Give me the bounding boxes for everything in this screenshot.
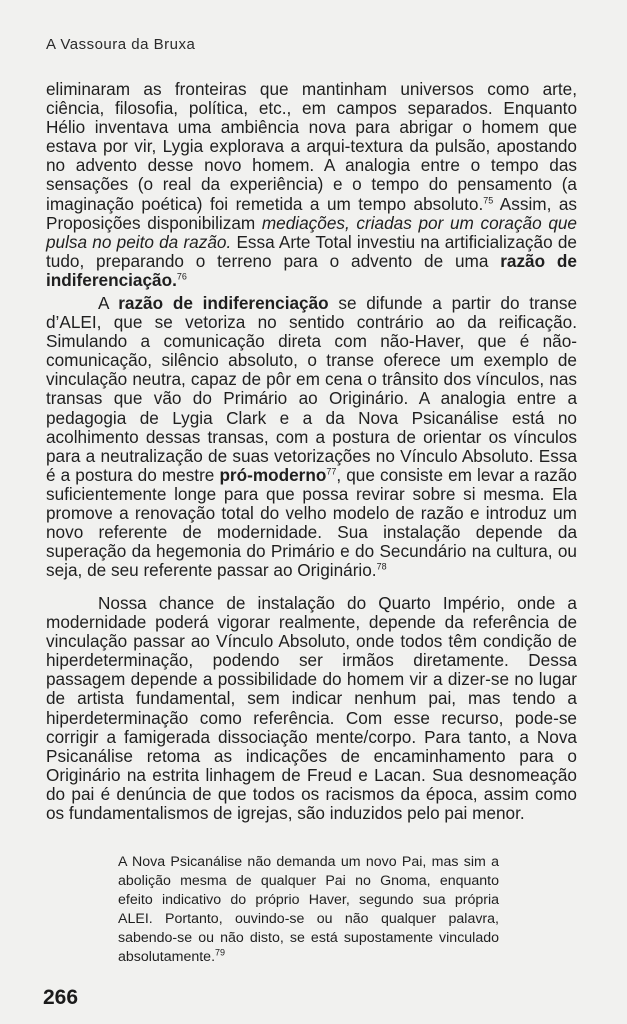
paragraph-2 (46, 294, 577, 580)
paragraph-2-bold-1: razão de indiferenciação (118, 293, 329, 313)
page-number: 266 (43, 986, 79, 1009)
paragraph-1-italic: mediações, criadas por um coração que pulsa no peito da razão. (46, 212, 577, 252)
footnote-ref-76: 76 (176, 271, 187, 282)
paragraph-3-text: Nossa chance de instalação do Quarto Império, onde a modernidade poderá vigorar realmente, depende da referência de vinculação passar ao Vínculo Absoluto, onde todos têm condição de hiperdeterminação, podendo ser irmãos diretamente. Dessa passagem depende a possibilidade do homem vir a dizer-se no lugar de artista fundamental, sem indicar nenhum pai, mas tendo a hiperdeterminação como referência. Com esse recurso, pode-se corrigir a famigerada dissociação mente/corpo. Para tanto, a Nova Psicanálise retoma as indicações de encaminhamento para o Originário na estrita linhagem de Freud e Lacan. Sua desnomeação do pai é denúncia de que todos os racismos da época, assim como os fundamentalismos de igrejas, são induzidos pelo pai menor. (46, 593, 577, 824)
paragraph-1-bold: razão de indiferenciação. (46, 250, 577, 290)
paragraph-1-text-b: Assim, as Proposições disponibilizam (46, 193, 577, 233)
paragraph-1 (46, 80, 577, 290)
paragraph-2-text-a: A (98, 293, 119, 313)
running-header: A Vassoura da Bruxa (46, 36, 196, 53)
footnote-ref-79: 79 (215, 947, 226, 958)
paragraph-3 (46, 594, 577, 823)
footnote-ref-78: 78 (376, 561, 387, 572)
paragraph-2-text-c: , que consiste em levar a razão suficientemente longe para que possa revirar sobre si mesma. Ela promove a renovação total do velho modelo de razão e introduz um novo referente de modernidade. Sua instalação depende da superação da hegemonia do Primário e do Secundário na cultura, ou seja, de seu referente passar ao Originário. (46, 464, 577, 581)
block-quote (118, 853, 499, 967)
footnote-ref-77: 77 (326, 466, 337, 477)
footnote-ref-75: 75 (483, 194, 494, 205)
paragraph-1-text-a: eliminaram as fronteiras que mantinham universos como arte, ciência, filosofia, política, etc., em campos separados. Enquanto Hélio inventava uma ambiência nova para abrigar o homem que estava por vir, Lygia explorava a arqui-textura da pulsão, apostando no advento desse novo homem. A analogia entre o tempo das sensações (o real da experiência) e o tempo do pensamento (a imaginação poética) foi remetida a um tempo absoluto. (46, 79, 577, 214)
paragraph-2-text-b: se difunde a partir do transe d’ALEI, que se vetoriza no sentido contrário ao da reificação. Simulando a comunicação direta com não-Haver, que é não-comunicação, silêncio absoluto, o transe oferece um exemplo de vinculação neutra, capaz de pôr em cena o trânsito dos vínculos, nas transas que vão do Primário ao Originário. A analogia entre a pedagogia de Lygia Clark e a da Nova Psicanálise está no acolhimento dessas transas, com a postura de orientar os vínculos para a neutralização de suas vetorizações no Vínculo Absoluto. Essa é a postura do mestre (46, 293, 578, 485)
paragraph-1-text-c: Essa Arte Total investiu na artificialização de tudo, preparando o terreno para o advento de uma (46, 231, 577, 271)
paragraph-2-bold-2: pró-moderno (219, 464, 327, 485)
block-quote-text: A Nova Psicanálise não demanda um novo Pai, mas sim a abolição mesma de qualquer Pai no Gnoma, enquanto efeito indicativo do próprio Haver, segundo sua própria ALEI. Portanto, ouvindo-se ou não qualquer palavra, sabendo-se ou não disto, se está supostamente vinculado absolutamente. (118, 854, 499, 965)
